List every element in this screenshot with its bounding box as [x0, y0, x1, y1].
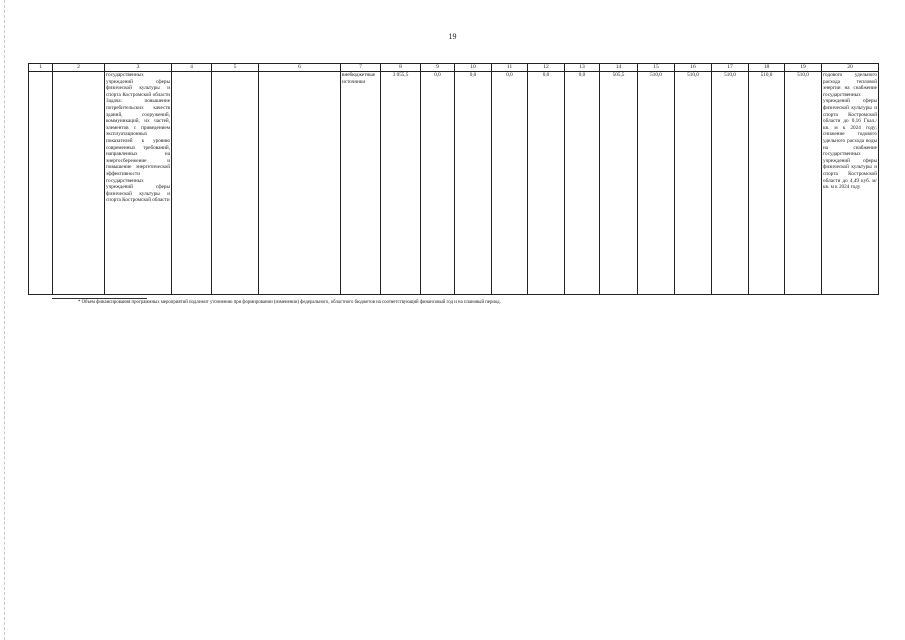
column-number: 14 — [600, 64, 638, 72]
column-number: 8 — [381, 64, 421, 72]
column-number: 19 — [785, 64, 822, 72]
cell-value: 505,5 — [600, 72, 638, 295]
column-number: 18 — [749, 64, 785, 72]
cell-description: государственных учреждений сферы физической культуры и спорта Костромской области Задача: повышение потребительских качеств зданий, сооружений, коммуникаций, их частей, элементов с приведением эксплуатационных показателей к уровню современных требований, направленных на энергосбережение и повышение энергетической эффективности государственных учреждений сферы физической культуры и спорта Костромской области — [105, 72, 172, 295]
cell-col4 — [172, 72, 212, 295]
cell-value: 0,0 — [565, 72, 600, 295]
column-number: 1 — [29, 64, 53, 72]
page-number: 19 — [448, 32, 457, 41]
column-number: 3 — [105, 64, 172, 72]
column-number: 2 — [53, 64, 105, 72]
cell-value: 0,0 — [455, 72, 492, 295]
column-number: 9 — [421, 64, 455, 72]
table-row — [29, 72, 879, 295]
cell-number — [29, 72, 53, 295]
column-number: 5 — [212, 64, 259, 72]
column-number: 20 — [822, 64, 879, 72]
program-table — [28, 63, 879, 295]
cell-value: 0,0 — [492, 72, 528, 295]
cell-col5 — [212, 72, 259, 295]
cell-value: 0,0 — [528, 72, 565, 295]
footnote-divider — [52, 298, 147, 299]
column-number: 15 — [638, 64, 675, 72]
column-number: 12 — [528, 64, 565, 72]
column-number: 4 — [172, 64, 212, 72]
cell-value: 510,0 — [638, 72, 675, 295]
cell-col6 — [259, 72, 341, 295]
footnote: * Объем финансирования программных мероприятий подлежит уточнению при формировании (изменении) федерального, областного бюджетов на соответствующий финансовый год и на плановый период. — [78, 300, 501, 305]
cell-funding-source: внебюджетные источники — [341, 72, 381, 295]
column-number: 13 — [565, 64, 600, 72]
cell-value: 510,0 — [712, 72, 749, 295]
cell-value: 0,0 — [421, 72, 455, 295]
cell-expected-result: годового удельного расхода тепловой энергии на снабжение государственных учреждений сферы физической культуры и спорта Костромской области до 0,16 Гкал./кв. м к 2024 году; снижение годового удельного расхода воды на снабжение государственных учреждений сферы физической культуры и спорта Костромской области до 4,49 куб. м/кв. м к 2024 году — [822, 72, 879, 295]
cell-value: 510,0 — [675, 72, 712, 295]
column-number: 10 — [455, 64, 492, 72]
column-number: 11 — [492, 64, 528, 72]
cell-value: 510,0 — [749, 72, 785, 295]
cell-value: 510,0 — [785, 72, 822, 295]
cell-name — [53, 72, 105, 295]
column-number: 7 — [341, 64, 381, 72]
column-number-row — [29, 64, 879, 72]
column-number: 6 — [259, 64, 341, 72]
binding-margin-line — [4, 0, 5, 640]
cell-total: 3 055,5 — [381, 72, 421, 295]
column-number: 17 — [712, 64, 749, 72]
column-number: 16 — [675, 64, 712, 72]
